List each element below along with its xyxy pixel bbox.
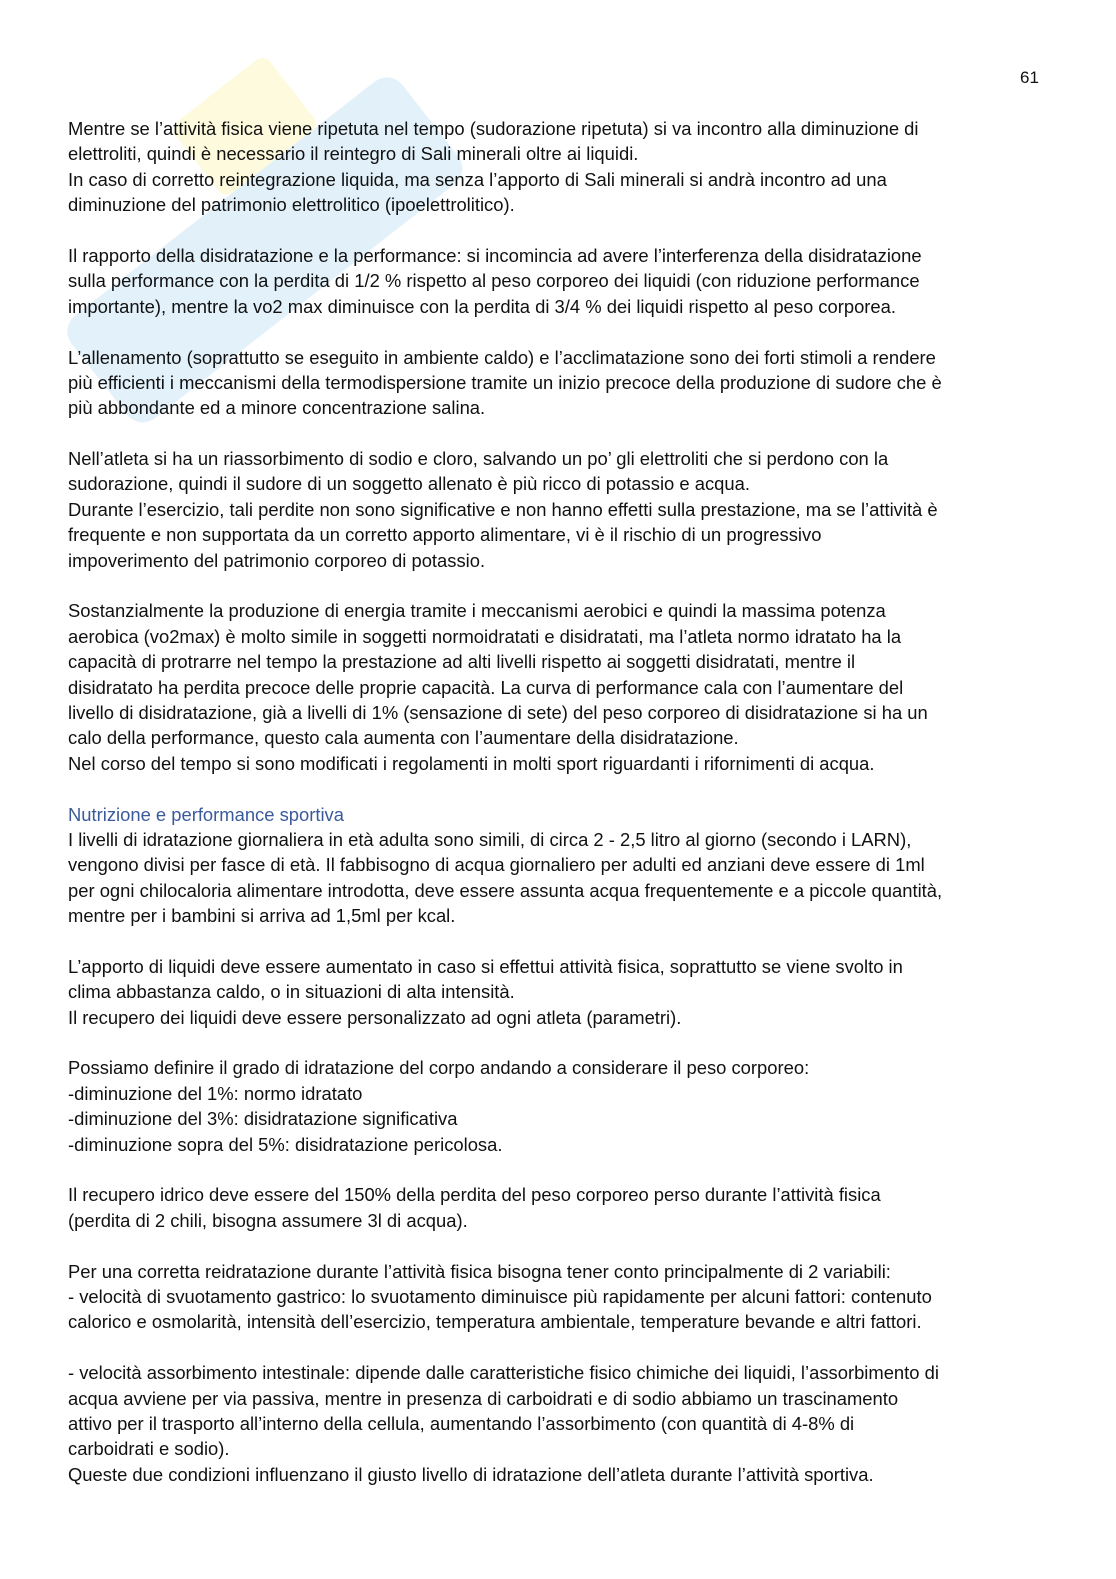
text-line: diminuzione del patrimonio elettrolitico (ipoelettrolitico).: [68, 194, 515, 216]
paragraph: [68, 1055, 1068, 1157]
text-line: per ogni chilocaloria alimentare introdotta, deve essere assunta acqua frequentemente e a piccole quantità,: [68, 879, 943, 901]
paragraph: [68, 1259, 1068, 1335]
text-line: carboidrati e sodio).: [68, 1438, 230, 1460]
text-line: capacità di protrarre nel tempo la prestazione ad alti livelli rispetto ai soggetti disidratati, mentre il: [68, 651, 856, 673]
text-line: vengono divisi per fasce di età. Il fabbisogno di acqua giornaliero per adulti ed anziani deve essere di 1ml: [68, 854, 925, 876]
paragraph: [68, 827, 1068, 929]
text-line: -diminuzione del 1%: normo idratato: [68, 1082, 363, 1104]
text-line: L’allenamento (soprattutto se eseguito in ambiente caldo) e l’acclimatazione sono dei forti stimoli a rendere: [68, 346, 936, 368]
paragraph: [68, 954, 1068, 1030]
text-line: frequente e non supportata da un corretto apporto alimentare, vi è il rischio di un progressivo: [68, 524, 822, 546]
page-number: 61: [1020, 68, 1039, 87]
text-line: acqua avviene per via passiva, mentre in presenza di carboidrati e di sodio abbiamo un trascinamento: [68, 1387, 899, 1409]
text-line: Possiamo definire il grado di idratazione del corpo andando a considerare il peso corporeo:: [68, 1057, 810, 1079]
text-line: - velocità di svuotamento gastrico: lo svuotamento diminuisce più rapidamente per alcuni fattori: contenuto: [68, 1285, 932, 1307]
text-line: Il rapporto della disidratazione e la performance: si incomincia ad avere l’interferenza della disidratazione: [68, 244, 922, 266]
text-line: Nell’atleta si ha un riassorbimento di sodio e cloro, salvando un po’ gli elettroliti che si perdono con la: [68, 448, 889, 470]
text-line: Nel corso del tempo si sono modificati i regolamenti in molti sport riguardanti i rifornimenti di acqua.: [68, 752, 875, 774]
text-line: - velocità assorbimento intestinale: dipende dalle caratteristiche fisico chimiche dei liquidi, l’assorbimento di: [68, 1362, 939, 1384]
text-line: Il recupero idrico deve essere del 150% della perdita del peso corporeo perso durante l’attività fisica: [68, 1184, 881, 1206]
paragraph-gap: [68, 218, 1068, 243]
paragraph-gap: [68, 776, 1068, 801]
paragraph-gap: [68, 1030, 1068, 1055]
text-line: Sostanzialmente la produzione di energia tramite i meccanismi aerobici e quindi la massima potenza: [68, 600, 886, 622]
text-line: sulla performance con la perdita di 1/2 % rispetto al peso corporeo dei liquidi (con riduzione performance: [68, 270, 920, 292]
text-line: mentre per i bambini si arriva ad 1,5ml per kcal.: [68, 905, 456, 927]
text-line: più abbondante ed a minore concentrazione salina.: [68, 397, 486, 419]
text-line: (perdita di 2 chili, bisogna assumere 3l di acqua).: [68, 1209, 468, 1231]
text-line: Mentre se l’attività fisica viene ripetuta nel tempo (sudorazione ripetuta) si va incontro alla diminuzione di: [68, 118, 919, 139]
document-body: [68, 116, 1068, 1487]
text-line: In caso di corretto reintegrazione liquida, ma senza l’apporto di Sali minerali si andrà incontro ad una: [68, 168, 887, 190]
text-line: sudorazione, quindi il sudore di un soggetto allenato è più ricco di potassio e acqua.: [68, 473, 750, 495]
text-line: attivo per il trasporto all’interno della cellula, aumentando l’assorbimento (con quantità di 4-8% di: [68, 1412, 855, 1434]
paragraph-gap: [68, 1233, 1068, 1258]
paragraph-gap: [68, 319, 1068, 344]
text-line: I livelli di idratazione giornaliera in età adulta sono simili, di circa 2 - 2,5 litro al giorno (secondo i LARN),: [68, 828, 912, 850]
section-heading: [68, 802, 1068, 827]
paragraph: [68, 345, 1068, 421]
text-line: calo della performance, questo cala aumenta con l’aumentare della disidratazione.: [68, 727, 739, 749]
paragraph: [68, 1182, 1068, 1233]
paragraph: [68, 243, 1068, 319]
paragraph-gap: [68, 1335, 1068, 1360]
text-line: -diminuzione del 3%: disidratazione significativa: [68, 1108, 458, 1130]
text-line: Nutrizione e performance sportiva: [68, 803, 344, 825]
text-line: clima abbastanza caldo, o in situazioni di alta intensità.: [68, 981, 515, 1003]
text-line: -diminuzione sopra del 5%: disidratazione pericolosa.: [68, 1133, 503, 1155]
paragraph-gap: [68, 421, 1068, 446]
text-line: più efficienti i meccanismi della termodispersione tramite un inizio precoce della produzione di sudore che è: [68, 371, 942, 393]
text-line: Per una corretta reidratazione durante l’attività fisica bisogna tener conto principalmente di 2 variabili:: [68, 1260, 891, 1282]
text-line: Il recupero dei liquidi deve essere personalizzato ad ogni atleta (parametri).: [68, 1006, 682, 1028]
text-line: aerobica (vo2max) è molto simile in soggetti normoidratati e disidratati, ma l’atleta normo idratato ha la: [68, 625, 902, 647]
paragraph-gap: [68, 929, 1068, 954]
text-line: importante), mentre la vo2 max diminuisce con la perdita di 3/4 % dei liquidi rispetto al peso corporea.: [68, 295, 897, 317]
text-line: impoverimento del patrimonio corporeo di potassio.: [68, 549, 486, 571]
text-line: Durante l’esercizio, tali perdite non sono significative e non hanno effetti sulla prestazione, ma se l’attività è: [68, 498, 938, 520]
text-line: elettroliti, quindi è necessario il reintegro di Sali minerali oltre ai liquidi.: [68, 143, 639, 165]
paragraph: [68, 446, 1068, 573]
paragraph-gap: [68, 573, 1068, 598]
text-line: L’apporto di liquidi deve essere aumentato in caso si effettui attività fisica, soprattutto se viene svolto in: [68, 955, 903, 977]
text-line: livello di disidratazione, già a livelli di 1% (sensazione di sete) del peso corporeo di disidratazione si ha un: [68, 701, 928, 723]
text-line: calorico e osmolarità, intensità dell’esercizio, temperatura ambientale, temperature bevande e altri fattori.: [68, 1311, 922, 1333]
paragraph: [68, 1360, 1068, 1487]
text-line: Queste due condizioni influenzano il giusto livello di idratazione dell’atleta durante l’attività sportiva.: [68, 1463, 874, 1485]
paragraph: [68, 116, 1068, 218]
paragraph-gap: [68, 1157, 1068, 1182]
paragraph: [68, 598, 1068, 776]
text-line: disidratato ha perdita precoce delle proprie capacità. La curva di performance cala con l’aumentare del: [68, 676, 904, 698]
